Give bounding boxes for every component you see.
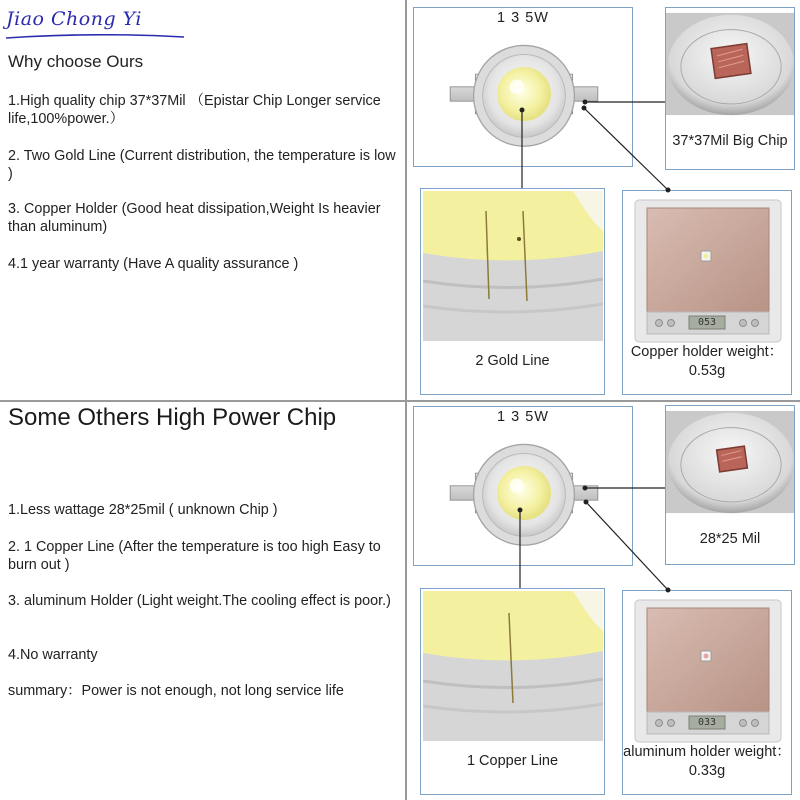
brand-logo bbox=[6, 8, 182, 38]
others-led-label: 1 3 5W bbox=[497, 409, 549, 425]
others-scale-caption: aluminum holder weight：0.33g bbox=[623, 744, 791, 779]
ours-led-emitter-icon bbox=[424, 22, 624, 166]
ours-wire-caption: 2 Gold Line bbox=[475, 353, 550, 369]
others-scale-reading: 033 bbox=[697, 717, 717, 728]
ours-scale-reading: 053 bbox=[697, 317, 717, 328]
ours-led-panel bbox=[413, 7, 633, 167]
others-point-1: 1.Less wattage 28*25mil ( unknown Chip ) bbox=[8, 502, 278, 518]
others-point-4: 4.No warranty bbox=[8, 647, 98, 663]
others-copper-line-icon bbox=[423, 591, 603, 741]
others-led-emitter-icon bbox=[424, 421, 624, 565]
ours-chip-die-icon bbox=[666, 8, 795, 120]
others-chip-caption: 28*25 Mil bbox=[699, 531, 761, 547]
ours-point-3: 3. Copper Holder (Good heat dissipation,Weight Is heavier than aluminum) bbox=[8, 201, 381, 235]
ours-led-label: 1 3 5W bbox=[497, 10, 549, 26]
others-led-panel bbox=[413, 406, 633, 566]
ours-point-4: 4.1 year warranty (Have A quality assurance ) bbox=[8, 256, 299, 272]
ours-heading: Why choose Ours bbox=[8, 52, 144, 71]
ours-scale-panel bbox=[622, 190, 792, 395]
others-wire-panel bbox=[420, 588, 605, 795]
ours-point-2: 2. Two Gold Line (Current distribution, the temperature is low ) bbox=[8, 148, 396, 182]
logo-swoosh-icon bbox=[6, 34, 184, 40]
horizontal-divider bbox=[0, 400, 800, 402]
others-point-3: 3. aluminum Holder (Light weight.The cooling effect is poor.) bbox=[8, 593, 391, 609]
others-chip-die-icon bbox=[666, 406, 795, 518]
ours-chip-panel bbox=[665, 7, 795, 170]
ours-chip-caption: 37*37Mil Big Chip bbox=[672, 133, 788, 149]
others-summary: summary：Power is not enough, not long service life bbox=[8, 683, 344, 699]
others-point-2: 2. 1 Copper Line (After the temperature is too high Easy to burn out ) bbox=[8, 539, 381, 573]
others-chip-panel bbox=[665, 405, 795, 565]
ours-wire-panel bbox=[420, 188, 605, 395]
others-wire-caption: 1 Copper Line bbox=[466, 753, 559, 769]
ours-gold-lines-icon bbox=[423, 191, 603, 341]
logo-text: Jiao Chong Yi bbox=[6, 8, 142, 30]
others-heading: Some Others High Power Chip bbox=[8, 404, 337, 431]
others-scale-panel bbox=[622, 590, 792, 795]
ours-point-1: 1.High quality chip 37*37Mil （Epistar Chip Longer service life,100%power.） bbox=[8, 93, 381, 127]
ours-scale-caption: Copper holder weight：0.53g bbox=[630, 344, 784, 379]
